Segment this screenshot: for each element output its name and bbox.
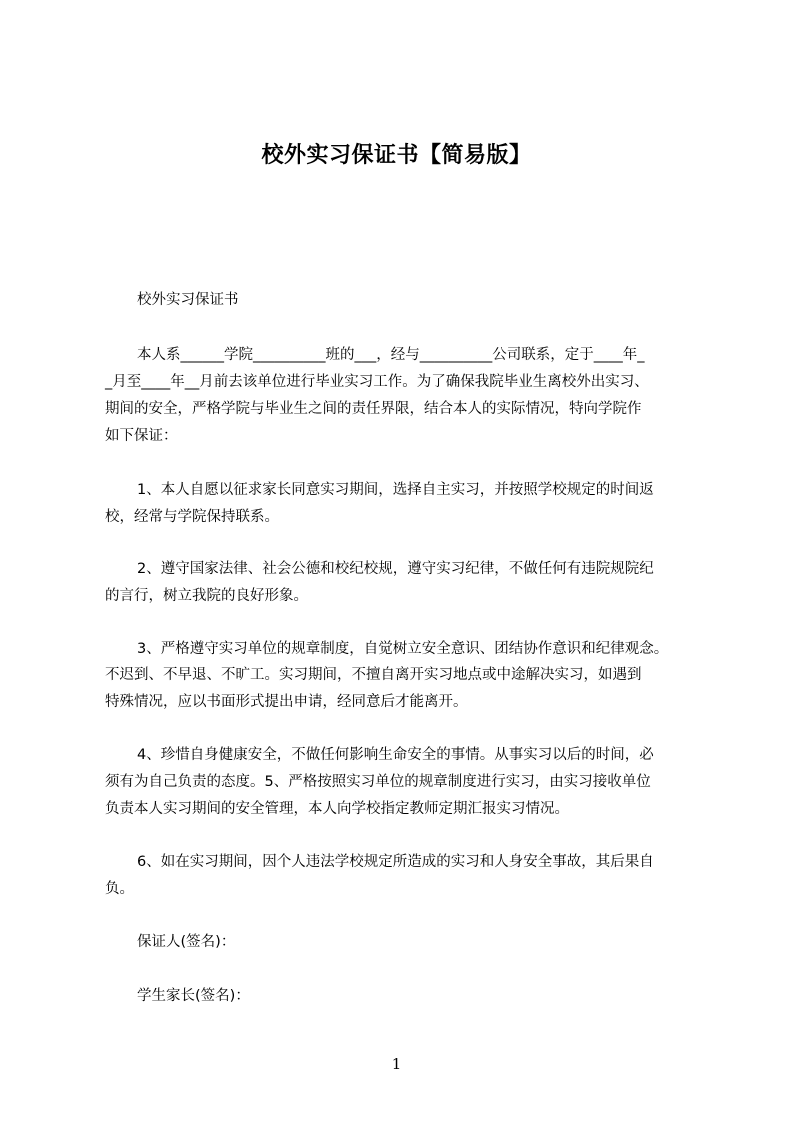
guarantor-signature-label: 保证人(签名)： [137, 934, 236, 950]
page-number: 1 [391, 1055, 402, 1073]
paragraph-line: 1、本人自愿以征求家长同意实习期间，选择自主实习，并按照学校规定的时间返 [137, 482, 654, 498]
paragraph-line: 4、珍惜自身健康安全，不做任何影响生命安全的事情。从事实习以后的时间，必 [137, 747, 654, 763]
parent-signature-label: 学生家长(签名)： [137, 988, 250, 1004]
paragraph-line: 的言行，树立我院的良好形象。 [105, 588, 308, 604]
paragraph-line: 期间的安全，严格学院与毕业生之间的责任界限，结合本人的实际情况，特向学院作 [105, 401, 642, 417]
document-subtitle: 校外实习保证书 [137, 292, 239, 308]
paragraph-line: 3、严格遵守实习单位的规章制度，自觉树立安全意识、团结协作意识和纪律观念。 [137, 641, 669, 657]
paragraph-line: 如下保证： [105, 428, 178, 444]
paragraph-line: 6、如在实习期间，因个人违法学校规定所造成的实习和人身安全事故，其后果自 [137, 854, 654, 870]
paragraph-line: _月至____年__月前去该单位进行毕业实习工作。为了确保我院毕业生离校外出实习、 [105, 374, 649, 390]
paragraph-line: 2、遵守国家法律、社会公德和校纪校规，遵守实习纪律，不做任何有违院规院纪 [137, 561, 654, 577]
paragraph-line: 本人系______学院__________班的___，经与__________公司联系，定于____年_ [137, 347, 645, 363]
paragraph-line: 负责本人实习期间的安全管理，本人向学校指定教师定期汇报实习情况。 [105, 801, 569, 817]
paragraph-line: 校，经常与学院保持联系。 [105, 509, 279, 525]
paragraph-line: 不迟到、不早退、不旷工。实习期间，不擅自离开实习地点或中途解决实习，如遇到 [105, 667, 642, 683]
document-title: 校外实习保证书【简易版】 [261, 143, 532, 168]
paragraph-line: 特殊情况，应以书面形式提出申请，经同意后才能离开。 [105, 694, 468, 710]
paragraph-line: 负。 [105, 881, 134, 897]
paragraph-line: 须有为自己负责的态度。5、严格按照实习单位的规章制度进行实习，由实习接收单位 [105, 774, 651, 790]
